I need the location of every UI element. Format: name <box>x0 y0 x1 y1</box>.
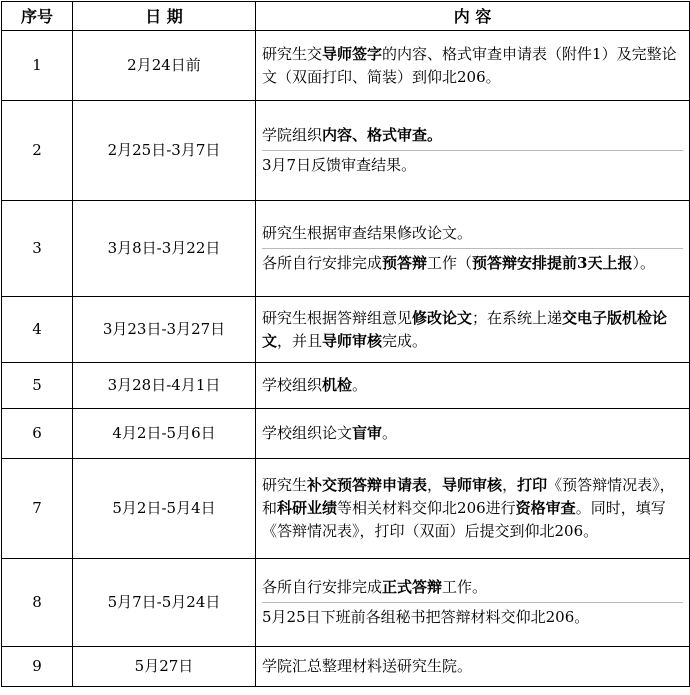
emphasized-text: 补交预答辩申请表 <box>307 476 428 494</box>
plain-text: 研究生交 <box>262 44 323 63</box>
row-content <box>256 409 690 459</box>
content-paragraph <box>262 304 683 356</box>
emphasized-text: 交电子版机检论文 <box>262 308 668 350</box>
table-row <box>2 297 690 363</box>
plain-text: 完成。 <box>382 331 428 350</box>
plain-text: 学校组织论文 <box>262 424 353 442</box>
plain-text: 。同时，填写《答辩情况表》，打印（双面）后提交到仰北206。 <box>262 499 666 540</box>
plain-text: 等相关材料交仰北206进行 <box>337 499 516 517</box>
content-paragraph <box>262 219 683 248</box>
plain-text: 研究生根据审查结果修改论文。 <box>262 224 473 242</box>
plain-text: 研究生 <box>262 476 308 494</box>
table-row <box>2 559 690 647</box>
plain-text: ，并且 <box>277 331 323 350</box>
emphasized-text: 内容、格式审查。 <box>322 126 443 144</box>
content-paragraph <box>262 652 683 681</box>
row-content <box>256 201 690 297</box>
content-paragraph <box>262 602 683 632</box>
content-paragraph <box>262 248 683 278</box>
emphasized-text: 导师审核 <box>322 331 383 350</box>
content-paragraph <box>262 573 683 602</box>
row-date: 5月7日-5月24日 <box>73 559 256 647</box>
header-date: 日 期 <box>73 2 256 31</box>
plain-text: 工作。 <box>442 578 488 596</box>
row-number: 9 <box>2 647 73 687</box>
header-no: 序号 <box>2 2 73 31</box>
table-row <box>2 409 690 459</box>
content-paragraph <box>262 121 683 150</box>
row-number: 2 <box>2 101 73 201</box>
plain-text: 的内容、格式审查申请表（附件1）及完整论文（双面打印、简装）到仰北206。 <box>262 44 677 86</box>
emphasized-text: 预答辩安排提前3天上报 <box>472 254 633 272</box>
plain-text: 学院组织 <box>262 126 323 144</box>
plain-text: ）。 <box>632 254 656 272</box>
plain-text: ， <box>427 476 443 494</box>
table-row <box>2 647 690 687</box>
plain-text: 各所自行安排完成 <box>262 578 383 596</box>
content-paragraph <box>262 371 683 400</box>
plain-text: 学校组织 <box>262 376 323 394</box>
row-content <box>256 31 690 101</box>
row-date: 4月2日-5月6日 <box>73 409 256 459</box>
row-number: 3 <box>2 201 73 297</box>
content-paragraph <box>262 150 683 180</box>
plain-text: 研究生根据答辩组意见 <box>262 308 413 327</box>
row-date: 3月8日-3月22日 <box>73 201 256 297</box>
plain-text: 。 <box>352 376 368 394</box>
emphasized-text: 修改论文 <box>412 308 473 327</box>
row-content <box>256 647 690 687</box>
row-content <box>256 459 690 559</box>
plain-text: 5月25日下班前各组秘书把答辩材料交仰北206。 <box>262 608 590 626</box>
emphasized-text: 盲审 <box>352 424 383 442</box>
plain-text: 各所自行安排完成 <box>262 254 383 272</box>
plain-text: ；在系统上递 <box>472 308 563 327</box>
emphasized-text: 机检 <box>322 376 353 394</box>
plain-text: 。 <box>382 424 398 442</box>
emphasized-text: 资格审查 <box>515 499 576 517</box>
header-content: 内 容 <box>256 2 690 31</box>
row-date: 2月25日-3月7日 <box>73 101 256 201</box>
content-paragraph <box>262 40 683 92</box>
row-date: 3月28日-4月1日 <box>73 363 256 409</box>
row-content <box>256 559 690 647</box>
content-paragraph <box>262 471 683 546</box>
table-row <box>2 201 690 297</box>
row-date: 5月27日 <box>73 647 256 687</box>
row-number: 7 <box>2 459 73 559</box>
emphasized-text: 正式答辩 <box>382 578 443 596</box>
plain-text: 工作（ <box>427 254 473 272</box>
row-content <box>256 363 690 409</box>
row-number: 6 <box>2 409 73 459</box>
plain-text: 《预答辩情况表》，和 <box>262 476 675 517</box>
plain-text: 3月7日反馈审查结果。 <box>262 156 417 174</box>
row-date: 3月23日-3月27日 <box>73 297 256 363</box>
row-content <box>256 297 690 363</box>
row-number: 4 <box>2 297 73 363</box>
table-header-row <box>2 2 690 31</box>
table-row <box>2 459 690 559</box>
row-number: 8 <box>2 559 73 647</box>
row-number: 5 <box>2 363 73 409</box>
table-row <box>2 101 690 201</box>
emphasized-text: 打印 <box>517 476 548 494</box>
emphasized-text: 预答辩 <box>382 254 428 272</box>
plain-text: ， <box>502 476 518 494</box>
table-row <box>2 31 690 101</box>
emphasized-text: 科研业绩 <box>277 499 338 517</box>
row-content <box>256 101 690 201</box>
plain-text: 学院汇总整理材料送研究生院。 <box>262 657 473 675</box>
content-paragraph <box>262 419 683 448</box>
row-date: 5月2日-5月4日 <box>73 459 256 559</box>
emphasized-text: 导师审核 <box>442 476 503 494</box>
row-number: 1 <box>2 31 73 101</box>
row-date: 2月24日前 <box>73 31 256 101</box>
schedule-table <box>1 1 690 687</box>
emphasized-text: 导师签字 <box>322 44 383 63</box>
table-row <box>2 363 690 409</box>
table-body <box>2 31 690 687</box>
